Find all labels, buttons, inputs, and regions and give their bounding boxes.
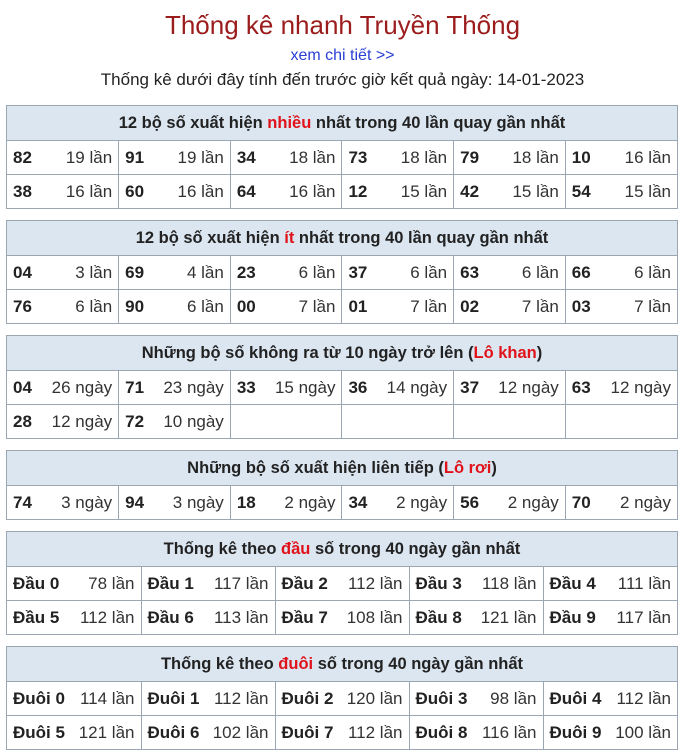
section-title-post: ) <box>491 459 497 477</box>
section-title <box>7 647 677 682</box>
stat-number: Đầu 7 <box>281 607 328 627</box>
stat-count: 112 lần <box>79 607 135 627</box>
stat-count: 15 ngày <box>274 377 336 397</box>
stat-cell <box>409 716 543 750</box>
stat-cell <box>275 716 409 750</box>
stat-cell <box>342 290 454 324</box>
stat-cell <box>342 141 454 175</box>
stat-cell <box>7 716 141 750</box>
stat-count: 112 lần <box>616 688 671 708</box>
stat-number: 82 <box>13 147 32 167</box>
stat-cell <box>454 405 566 439</box>
stat-number: Đuôi 1 <box>147 688 200 708</box>
stat-cell <box>119 405 231 439</box>
date-note: Thống kê dưới đây tính đến trước giờ kết quả ngày: 14-01-2023 <box>100 70 585 89</box>
stat-number: 02 <box>460 296 480 316</box>
stat-number: 38 <box>13 181 32 201</box>
stat-count: 117 lần <box>616 607 671 627</box>
stat-count: 112 lần <box>347 573 403 593</box>
stat-count: 14 ngày <box>386 377 448 397</box>
stat-number: 33 <box>236 377 256 397</box>
stat-count: 118 lần <box>481 573 537 593</box>
table-row <box>7 601 677 635</box>
stat-count: 7 lần <box>298 296 336 316</box>
stat-cell <box>454 371 566 405</box>
stat-number: 76 <box>13 296 32 316</box>
stat-count: 78 lần <box>88 573 135 593</box>
stat-count: 2 ngày <box>284 492 336 512</box>
stat-number: 90 <box>125 296 145 316</box>
section-title-post: số trong 40 ngày gần nhất <box>310 540 521 558</box>
stat-cell <box>7 486 119 519</box>
stat-count: 16 lần <box>177 181 224 201</box>
stat-cell <box>565 290 677 324</box>
stat-cell <box>141 567 275 601</box>
stat-number: 37 <box>460 377 480 397</box>
stat-count: 15 lần <box>512 181 559 201</box>
stat-count: 16 lần <box>289 181 336 201</box>
stat-count: 15 lần <box>624 181 671 201</box>
stat-cell <box>409 682 543 716</box>
stat-count: 3 lần <box>75 262 113 282</box>
stat-count: 23 ngày <box>163 377 224 397</box>
dau-section <box>6 531 678 635</box>
table-row <box>7 371 677 405</box>
stat-number: Đầu 0 <box>13 573 60 593</box>
stat-number: 10 <box>571 147 591 167</box>
stat-number: Đuôi 5 <box>13 722 65 742</box>
stat-cell <box>565 141 677 175</box>
stat-number: 18 <box>236 492 256 512</box>
page-header <box>0 0 685 92</box>
stat-number: Đầu 5 <box>13 607 60 627</box>
stat-cell <box>565 371 677 405</box>
stat-cell <box>7 141 119 175</box>
stat-cell <box>454 175 566 209</box>
table-row <box>7 141 677 175</box>
stat-cell <box>342 486 454 519</box>
stat-cell <box>7 371 119 405</box>
stat-number: 71 <box>125 377 145 397</box>
table-row <box>7 290 677 324</box>
stat-count: 4 lần <box>186 262 224 282</box>
stat-number: 73 <box>348 147 368 167</box>
stat-number: Đầu 1 <box>147 573 194 593</box>
section-title-pre: Những bộ số không ra từ 10 ngày trở lên ( <box>141 344 474 362</box>
stat-number: 37 <box>348 262 368 282</box>
stat-cell <box>230 405 342 439</box>
stat-count: 18 lần <box>400 147 448 167</box>
stat-cell <box>543 567 677 601</box>
stat-number: Đầu 3 <box>415 573 462 593</box>
table-row <box>7 567 677 601</box>
stat-number: Đuôi 3 <box>415 688 468 708</box>
stat-cell <box>230 256 342 290</box>
stat-number: 00 <box>236 296 256 316</box>
stat-cell <box>275 682 409 716</box>
stat-number: 28 <box>13 411 32 431</box>
stat-number: 04 <box>13 377 32 397</box>
stat-cell <box>141 682 275 716</box>
stats-table <box>7 256 677 323</box>
stat-number: 70 <box>571 492 591 512</box>
stat-cell <box>342 405 454 439</box>
stat-count: 10 ngày <box>163 411 224 431</box>
stat-number: 03 <box>571 296 591 316</box>
stat-number: Đầu 2 <box>281 573 328 593</box>
stat-cell <box>230 175 342 209</box>
stat-cell <box>7 601 141 635</box>
stat-number: Đuôi 7 <box>281 722 334 742</box>
table-row <box>7 256 677 290</box>
stat-count: 2 ngày <box>396 492 448 512</box>
section-title-hl: Lô khan <box>473 344 537 362</box>
stat-number: 12 <box>348 181 368 201</box>
duoi-section <box>6 646 678 750</box>
section-title <box>7 221 677 256</box>
stat-number: 54 <box>571 181 591 201</box>
section-title <box>7 532 677 567</box>
stat-count: 18 lần <box>512 147 559 167</box>
stat-cell <box>119 486 231 519</box>
stat-number: 23 <box>236 262 256 282</box>
table-row <box>7 405 677 439</box>
stat-number: 66 <box>571 262 591 282</box>
stat-count: 114 lần <box>79 688 135 708</box>
section-title-hl: đầu <box>281 540 311 558</box>
stat-cell <box>119 290 231 324</box>
stat-cell <box>454 486 566 519</box>
stat-cell <box>7 405 119 439</box>
stat-cell <box>409 601 543 635</box>
stat-cell <box>119 371 231 405</box>
stat-count: 121 lần <box>78 722 135 742</box>
stat-cell <box>119 175 231 209</box>
stat-count: 16 lần <box>624 147 671 167</box>
stat-count: 112 lần <box>347 722 403 742</box>
stat-number: 64 <box>236 181 256 201</box>
stat-cell <box>454 290 566 324</box>
stat-number: 36 <box>348 377 368 397</box>
stat-cell <box>543 682 677 716</box>
section-title-hl: Lô rơi <box>443 459 492 477</box>
stat-count: 3 ngày <box>61 492 113 512</box>
stat-count: 6 lần <box>186 296 224 316</box>
stat-number: 34 <box>236 147 256 167</box>
stat-cell <box>409 567 543 601</box>
stat-number: 94 <box>125 492 145 512</box>
stat-cell <box>565 256 677 290</box>
stat-count: 120 lần <box>346 688 403 708</box>
section-title-post: nhất trong 40 lần quay gần nhất <box>311 114 566 132</box>
stat-count: 2 ngày <box>619 492 671 512</box>
table-row <box>7 682 677 716</box>
table-row <box>7 716 677 750</box>
stat-count: 7 lần <box>521 296 559 316</box>
stat-number: 42 <box>460 181 480 201</box>
stat-number: Đầu 9 <box>549 607 596 627</box>
stat-cell <box>275 601 409 635</box>
stat-count: 6 lần <box>634 262 671 282</box>
stat-count: 2 ngày <box>507 492 559 512</box>
stat-count: 121 lần <box>480 607 537 627</box>
stat-count: 117 lần <box>213 573 269 593</box>
stat-cell <box>7 567 141 601</box>
stat-count: 112 lần <box>213 688 269 708</box>
stat-number: Đuôi 2 <box>281 688 334 708</box>
stat-number: Đuôi 9 <box>549 722 602 742</box>
stat-count: 19 lần <box>177 147 224 167</box>
stat-cell <box>119 256 231 290</box>
stat-cell <box>230 141 342 175</box>
section-title-hl: nhiều <box>267 114 312 132</box>
stat-count: 7 lần <box>634 296 671 316</box>
stat-number: 56 <box>460 492 480 512</box>
stat-count: 6 lần <box>75 296 113 316</box>
section-title <box>7 336 677 371</box>
page-title: Thống kê nhanh Truyền Thống <box>164 10 521 40</box>
lo-roi-section <box>6 450 678 520</box>
stat-number: Đầu 6 <box>147 607 194 627</box>
stat-cell <box>565 486 677 519</box>
stat-count: 6 lần <box>410 262 448 282</box>
stat-cell <box>230 371 342 405</box>
section-title-post: số trong 40 ngày gần nhất <box>313 655 524 673</box>
stat-number: 69 <box>125 262 145 282</box>
stat-number: 79 <box>460 147 480 167</box>
stat-cell <box>230 290 342 324</box>
stat-cell <box>141 716 275 750</box>
stat-number: Đuôi 0 <box>13 688 65 708</box>
stat-count: 7 lần <box>410 296 448 316</box>
stat-number: 63 <box>460 262 480 282</box>
stats-table <box>7 371 677 438</box>
stat-count: 12 ngày <box>51 411 113 431</box>
stat-number: Đầu 4 <box>549 573 596 593</box>
section-title-pre: Thống kê theo <box>160 655 279 673</box>
stat-cell <box>7 175 119 209</box>
stat-number: 91 <box>125 147 145 167</box>
stat-count: 98 lần <box>490 688 537 708</box>
stat-number: Đầu 8 <box>415 607 462 627</box>
stat-cell <box>7 290 119 324</box>
stats-table <box>7 141 677 208</box>
stat-number: 60 <box>125 181 145 201</box>
stats-table <box>7 486 677 519</box>
stat-cell <box>119 141 231 175</box>
table-row <box>7 175 677 209</box>
stat-cell <box>230 486 342 519</box>
stat-cell <box>342 371 454 405</box>
stat-cell <box>565 405 677 439</box>
stat-count: 3 ngày <box>172 492 224 512</box>
stat-count: 100 lần <box>615 722 671 742</box>
section-title <box>7 451 677 486</box>
stat-number: 04 <box>13 262 32 282</box>
section-title-hl: ít <box>284 229 295 247</box>
stat-cell <box>7 682 141 716</box>
least-frequent-section <box>6 220 678 324</box>
stat-count: 26 ngày <box>51 377 113 397</box>
stat-count: 113 lần <box>213 607 269 627</box>
section-title-pre: 12 bộ số xuất hiện <box>135 229 285 247</box>
stats-table <box>7 567 677 634</box>
stat-number: 34 <box>348 492 368 512</box>
stat-number: 72 <box>125 411 145 431</box>
stat-cell <box>543 601 677 635</box>
stat-cell <box>7 256 119 290</box>
stat-number: 63 <box>571 377 591 397</box>
section-title-post: nhất trong 40 lần quay gần nhất <box>294 229 549 247</box>
table-row <box>7 486 677 519</box>
lo-khan-section <box>6 335 678 439</box>
stat-cell <box>454 256 566 290</box>
stat-cell <box>342 175 454 209</box>
stat-cell <box>342 256 454 290</box>
stat-count: 18 lần <box>289 147 336 167</box>
stat-number: Đuôi 4 <box>549 688 602 708</box>
stat-cell <box>275 567 409 601</box>
stat-cell <box>565 175 677 209</box>
stats-table <box>7 682 677 749</box>
detail-link[interactable]: xem chi tiết >> <box>290 47 395 64</box>
section-title <box>7 106 677 141</box>
stat-number: 01 <box>348 296 368 316</box>
stat-count: 102 lần <box>212 722 269 742</box>
stat-count: 19 lần <box>65 147 113 167</box>
stat-number: Đuôi 6 <box>147 722 200 742</box>
section-title-hl: đuôi <box>278 655 314 673</box>
stat-cell <box>543 716 677 750</box>
stat-count: 12 ngày <box>498 377 559 397</box>
stat-count: 108 lần <box>346 607 403 627</box>
stat-count: 6 lần <box>521 262 559 282</box>
most-frequent-section <box>6 105 678 209</box>
stat-count: 111 lần <box>617 573 671 593</box>
stat-cell <box>141 601 275 635</box>
stat-count: 116 lần <box>481 722 537 742</box>
stat-count: 6 lần <box>298 262 336 282</box>
stat-count: 16 lần <box>65 181 113 201</box>
section-title-pre: Thống kê theo <box>163 540 282 558</box>
stat-number: Đuôi 8 <box>415 722 468 742</box>
stat-count: 12 ngày <box>610 377 671 397</box>
stat-number: 74 <box>13 492 32 512</box>
stat-cell <box>454 141 566 175</box>
section-title-post: ) <box>536 344 543 362</box>
section-title-pre: 12 bộ số xuất hiện <box>118 114 268 132</box>
section-title-pre: Những bộ số xuất hiện liên tiếp ( <box>187 459 444 477</box>
stat-count: 15 lần <box>400 181 448 201</box>
